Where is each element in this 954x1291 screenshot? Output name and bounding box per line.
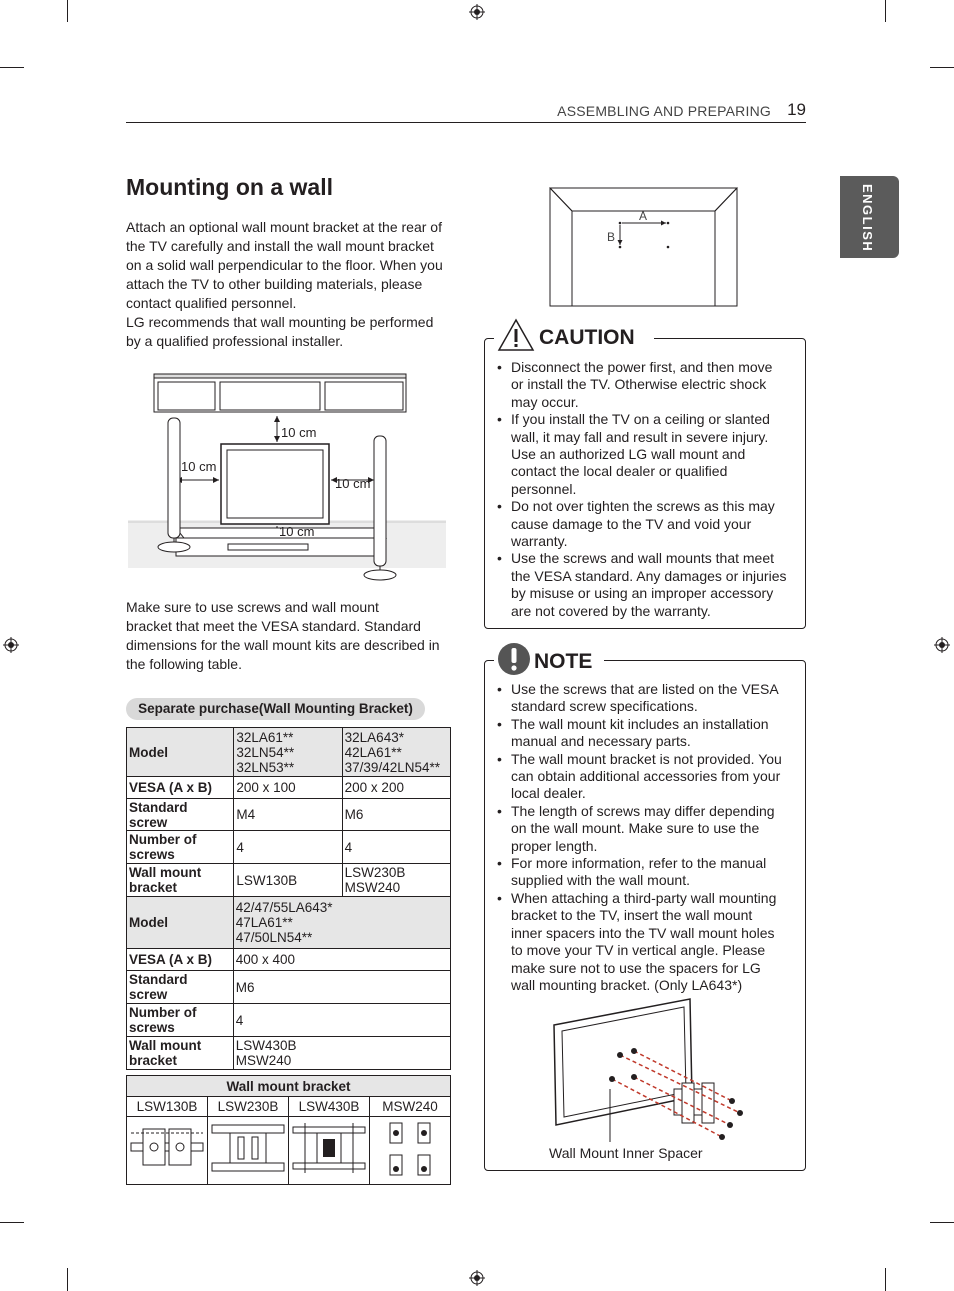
bracket-name: LSW230B (208, 1097, 289, 1117)
spacer-caption: Wall Mount Inner Spacer (549, 1145, 703, 1161)
table-row (127, 897, 451, 949)
list-item: • Use the screws and wall mounts that meet the VESA standard. Any damages or injuries by misuse or using an improper accessory are not covered by the warranty. (497, 550, 797, 620)
model-cell: 32LA643* 42LA61** 37/39/42LN54** (342, 728, 450, 777)
note-header (494, 642, 604, 678)
table-cell: LSW430B MSW240 (233, 1037, 450, 1070)
model-cell: 42/47/55LA643* 47LA61** 47/50LN54** (233, 897, 450, 949)
language-tab (840, 176, 899, 258)
crop-mark (885, 1268, 886, 1291)
table-cell: LSW230B MSW240 (342, 864, 450, 897)
exclamation-icon (497, 642, 531, 676)
bracket-name: MSW240 (370, 1097, 451, 1117)
table-cell: M6 (342, 799, 450, 831)
model-label: Model (127, 728, 234, 777)
note-title: NOTE (534, 650, 593, 673)
model-label: Model (127, 897, 234, 949)
bracket-name: LSW430B (289, 1097, 370, 1117)
language-tab-label: ENGLISH (860, 184, 875, 253)
screw-count-label: Number of screws (127, 831, 234, 864)
list-item: • Use the screws that are listed on the VESA standard screw specifications. (497, 681, 797, 716)
table-row (127, 949, 451, 971)
table-row (127, 1037, 451, 1070)
intro-line: attach the TV to other building materials, please (126, 276, 423, 292)
bracket-image-lsw230b (208, 1117, 289, 1185)
bracket-table-title: Wall mount bracket (127, 1076, 451, 1097)
inner-spacer-illustration (552, 997, 747, 1142)
note-list (497, 681, 797, 994)
registration-mark-icon (934, 637, 950, 653)
caution-header (494, 318, 654, 356)
bracket-name: LSW130B (127, 1097, 208, 1117)
list-item: • The wall mount bracket is not provided. You can obtain additional accessories from your local dealer. (497, 751, 797, 803)
registration-mark-icon (469, 4, 485, 20)
vesa-line: dimensions for the wall mount kits are described in (126, 637, 440, 653)
screw-count-label: Number of screws (127, 1004, 234, 1037)
table-row (127, 1117, 451, 1185)
list-item: • When attaching a third-party wall mounting bracket to the TV, insert the wall mount inner spacers into the TV wall mount holes to move your TV in vertical angle. Please make sure not to use the spacers for LG wall mounting bracket. (Only LA643*) (497, 890, 797, 994)
vesa-height-label: B (607, 230, 616, 244)
clearance-label-top: 10 cm (281, 425, 317, 440)
vesa-width-label: A (639, 209, 648, 223)
table-cell: 4 (234, 831, 342, 864)
bracket-table (126, 1075, 451, 1185)
table-row (127, 799, 451, 831)
table-cell: M6 (233, 971, 450, 1004)
vesa-line: Make sure to use screws and wall mount (126, 599, 379, 615)
intro-paragraph (126, 218, 443, 351)
table-row (127, 1097, 451, 1117)
crop-mark (67, 1268, 68, 1291)
page-header (126, 100, 806, 123)
list-item: • The wall mount kit includes an installation manual and necessary parts. (497, 716, 797, 751)
intro-line: contact qualified personnel. (126, 295, 297, 311)
table-cell: M4 (234, 799, 342, 831)
crop-mark (67, 0, 68, 22)
spec-table-2 (126, 896, 451, 1070)
bracket-image-lsw430b (289, 1117, 370, 1185)
intro-line: the TV carefully and install the wall mount bracket (126, 238, 434, 254)
table-row (127, 1076, 451, 1097)
page-number: 19 (787, 100, 806, 119)
vesa-label: VESA (A x B) (127, 949, 234, 971)
list-item: • For more information, refer to the manual supplied with the wall mount. (497, 855, 797, 890)
model-cell: 32LA61** 32LN54** 32LN53** (234, 728, 342, 777)
intro-line: Attach an optional wall mount bracket at the rear of (126, 219, 442, 235)
table-cell: LSW130B (234, 864, 342, 897)
table-heading: Separate purchase(Wall Mounting Bracket) (126, 698, 425, 720)
list-item: • If you install the TV on a ceiling or slanted wall, it may fall and result in severe injury. Use an authorized LG wall mount and contact the local dealer or qualified personnel. (497, 411, 797, 498)
screw-label: Standard screw (127, 971, 234, 1004)
page-title: Mounting on a wall (126, 174, 333, 200)
caution-title: CAUTION (539, 326, 635, 349)
bracket-image-msw240 (370, 1117, 451, 1185)
table-row (127, 777, 451, 799)
bracket-label: Wall mount bracket (127, 1037, 234, 1070)
crop-mark (0, 67, 24, 68)
spec-table-1 (126, 727, 451, 897)
caution-list (497, 359, 797, 620)
table-cell: 200 x 100 (234, 777, 342, 799)
clearance-label-left: 10 cm (181, 459, 217, 474)
crop-mark (885, 0, 886, 22)
crop-mark (930, 67, 954, 68)
bracket-label: Wall mount bracket (127, 864, 234, 897)
clearance-label-bottom: 10 cm (279, 524, 315, 539)
table-row (127, 864, 451, 897)
list-item: • Do not over tighten the screws as this may cause damage to the TV and void your warranty. (497, 498, 797, 550)
vesa-line: bracket that meet the VESA standard. Standard (126, 618, 421, 634)
table-cell: 4 (233, 1004, 450, 1037)
table-row (127, 831, 451, 864)
table-row (127, 728, 451, 777)
intro-line: on a solid wall perpendicular to the floor. When you (126, 257, 443, 273)
table-cell: 400 x 400 (233, 949, 450, 971)
table-cell: 4 (342, 831, 450, 864)
screw-label: Standard screw (127, 799, 234, 831)
vesa-paragraph (126, 598, 440, 674)
section-title: ASSEMBLING AND PREPARING (557, 103, 771, 119)
list-item: • The length of screws may differ depending on the wall mount. Make sure to use the proper length. (497, 803, 797, 855)
vesa-pattern-diagram (549, 187, 739, 307)
vesa-label: VESA (A x B) (127, 777, 234, 799)
vesa-line: the following table. (126, 656, 242, 672)
crop-mark (0, 1222, 24, 1223)
list-item: • Disconnect the power first, and then move or install the TV. Otherwise electric shock may occur. (497, 359, 797, 411)
wall-clearance-illustration (128, 370, 446, 588)
clearance-label-right: 10 cm (335, 476, 371, 491)
registration-mark-icon (469, 1270, 485, 1286)
table-cell: 200 x 200 (342, 777, 450, 799)
intro-line: LG recommends that wall mounting be performed (126, 314, 434, 330)
registration-mark-icon (3, 637, 19, 653)
intro-line: by a qualified professional installer. (126, 333, 344, 349)
table-row (127, 1004, 451, 1037)
warning-triangle-icon (497, 318, 535, 352)
crop-mark (930, 1222, 954, 1223)
table-row (127, 971, 451, 1004)
bracket-image-lsw130b (127, 1117, 208, 1185)
